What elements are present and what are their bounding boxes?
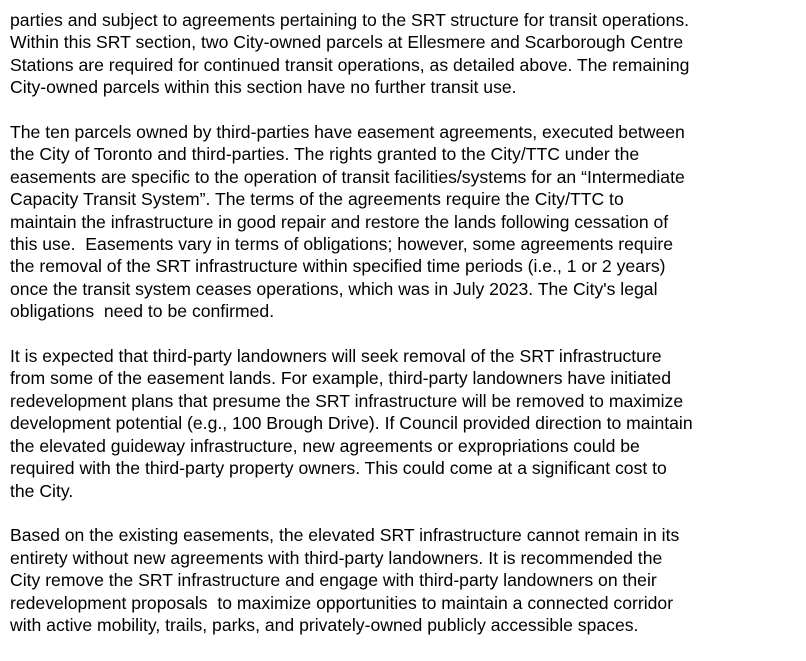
text-line: this use. Easements vary in terms of obligations; however, some agreements require: [10, 234, 674, 255]
text-line: City-owned parcels within this section have no further transit use.: [10, 77, 517, 98]
paragraph-easement-agreements: [10, 121, 806, 323]
paragraph-third-party-removal: [10, 345, 806, 502]
text-line: It is expected that third-party landowners will seek removal of the SRT infrastructure: [10, 346, 662, 367]
paragraph-recommendation: [10, 524, 806, 636]
text-line: required with the third-party property owners. This could come at a significant cost to: [10, 458, 667, 479]
text-line: redevelopment proposals to maximize opportunities to maintain a connected corridor: [10, 592, 674, 613]
text-line: City remove the SRT infrastructure and engage with third-party landowners on their: [10, 570, 657, 591]
text-line: obligations need to be confirmed.: [10, 301, 275, 322]
text-line: once the transit system ceases operations, which was in July 2023. The City's legal: [10, 278, 658, 299]
text-line: redevelopment plans that presume the SRT infrastructure will be removed to maximize: [10, 390, 684, 411]
text-line: the City of Toronto and third-parties. The rights granted to the City/TTC under the: [10, 144, 640, 165]
text-line: Based on the existing easements, the elevated SRT infrastructure cannot remain in its: [10, 525, 680, 546]
text-line: with active mobility, trails, parks, and privately-owned publicly accessible spaces.: [10, 614, 639, 635]
text-line: the elevated guideway infrastructure, new agreements or expropriations could be: [10, 435, 640, 456]
text-line: the City.: [10, 480, 74, 501]
text-line: parties and subject to agreements pertaining to the SRT structure for transit operations.: [10, 10, 690, 30]
text-line: Stations are required for continued transit operations, as detailed above. The remaining: [10, 54, 690, 75]
text-line: entirety without new agreements with third-party landowners. It is recommended the: [10, 547, 663, 568]
text-line: Within this SRT section, two City-owned parcels at Ellesmere and Scarborough Centre: [10, 32, 684, 53]
text-line: development potential (e.g., 100 Brough Drive). If Council provided direction to maintain: [10, 413, 693, 434]
text-line: maintain the infrastructure in good repair and restore the lands following cessation of: [10, 211, 669, 232]
document-body: [10, 9, 806, 659]
text-line: from some of the easement lands. For example, third-party landowners have initiated: [10, 368, 672, 389]
text-line: The ten parcels owned by third-parties have easement agreements, executed between: [10, 122, 685, 143]
text-line: Capacity Transit System”. The terms of the agreements require the City/TTC to: [10, 189, 624, 210]
text-line: easements are specific to the operation of transit facilities/systems for an “Intermediate: [10, 166, 685, 187]
text-line: the removal of the SRT infrastructure within specified time periods (i.e., 1 or 2 years): [10, 256, 666, 277]
paragraph-srt-parcels: [10, 9, 806, 99]
